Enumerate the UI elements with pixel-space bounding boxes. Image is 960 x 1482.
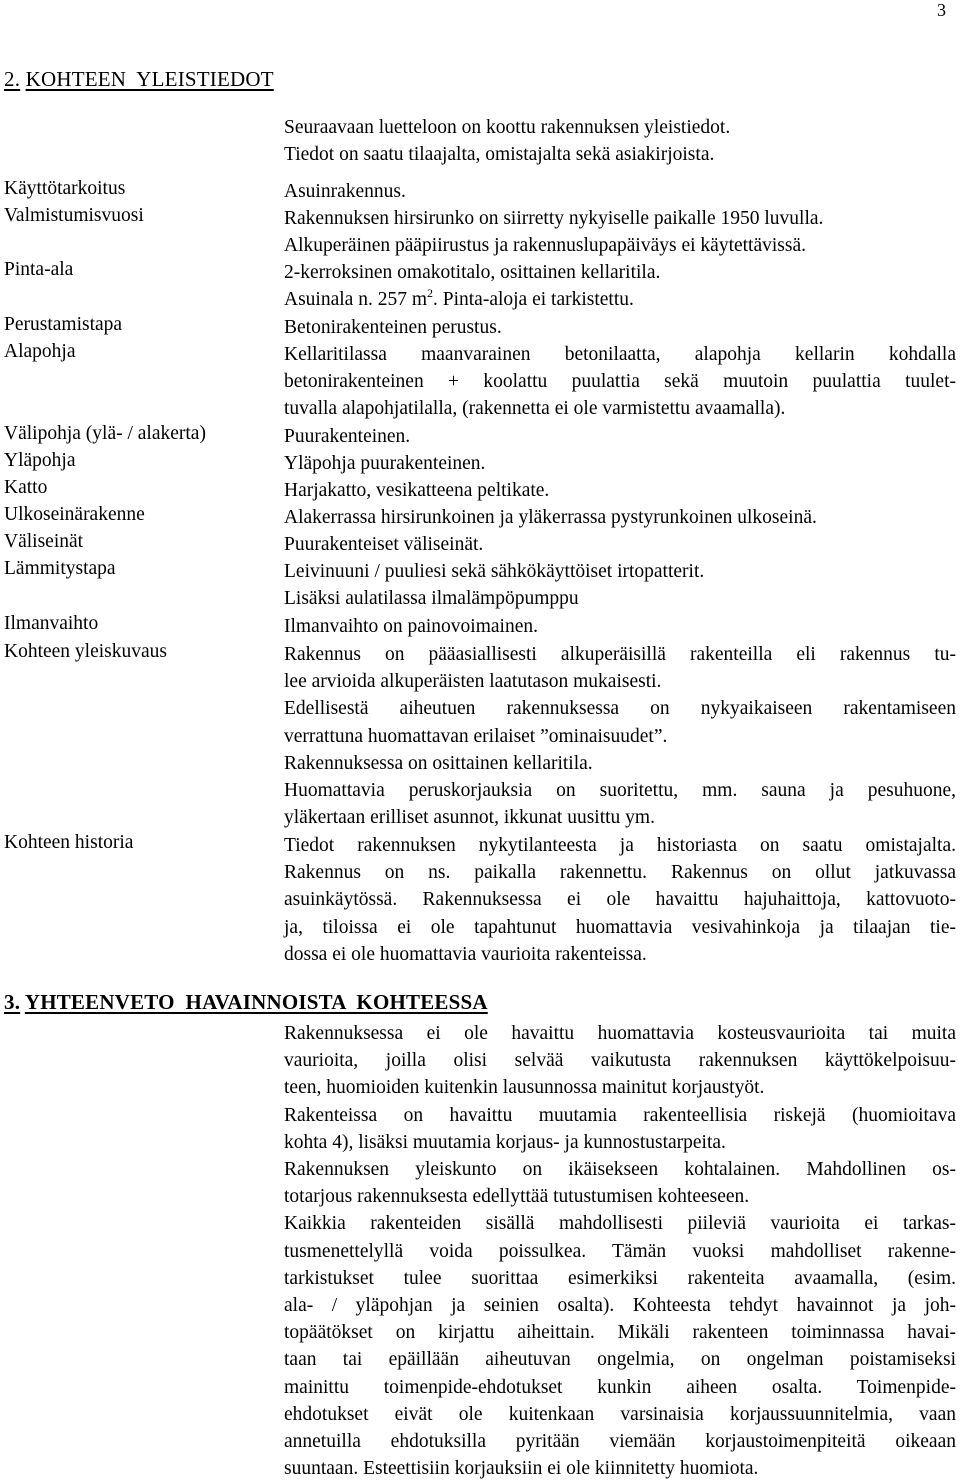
row-text: Lisäksi aulatilassa ilmalämpöpumppu (284, 588, 579, 610)
row-text: tuvalla alapohjatilalla, (rakennetta ei ole varmistettu avaamalla). (284, 398, 786, 420)
intro-line: Tiedot on saatu tilaajalta, omistajalta sekä asiakirjoista. (284, 144, 715, 166)
section-3-summary (284, 1020, 956, 1482)
row-text: verrattuna huomattavan erilaiset ”ominaisuudet”. (284, 725, 668, 747)
superscript-2: 2 (426, 286, 433, 301)
row-text: Rakennus on pääasiallisesti alkuperäisillä rakenteilla eli rakennus tu- (284, 644, 956, 665)
row-text: dossa ei ole huomattavia vaurioita rakenteissa. (284, 943, 647, 965)
section-2-title: KOHTEEN YLEISTIEDOT (25, 67, 274, 91)
page-number: 3 (937, 0, 946, 20)
row-text: Betonirakenteinen perustus. (284, 317, 502, 338)
row-text: Asuinrakennus. (284, 181, 406, 202)
row-text: Yläpohja puurakenteinen. (284, 453, 486, 474)
row-term: Kohteen historia (4, 832, 134, 853)
summary-line: vaurioita, joilla olisi selvää vaikutusta rakennuksen käyttökelpoisuu- (284, 1050, 956, 1072)
area-text: Asuinala n. 257 m (284, 289, 427, 311)
row-term: Lämmitystapa (4, 558, 116, 579)
summary-line: kohta 4), lisäksi muutamia korjaus- ja kunnostustarpeita. (284, 1131, 726, 1153)
row-term: Kohteen yleiskuvaus (4, 641, 168, 662)
row-term: Alapohja (4, 341, 76, 362)
section-3-heading (4, 990, 488, 1015)
term-main: Välipohja (4, 423, 81, 444)
row-term: Käyttötarkoitus (4, 178, 126, 199)
row-text: Alkuperäinen pääpiirustus ja rakennuslupapäiväys ei käytettävissä. (284, 235, 807, 257)
section-2-intro (284, 114, 956, 168)
row-text: Puurakenteiset väliseinät. (284, 534, 484, 555)
summary-line: Rakennuksessa ei ole havaittu huomattavia kosteusvaurioita tai muita (284, 1023, 956, 1044)
area-note: . Pinta-aloja ei tarkistettu. (432, 289, 634, 311)
summary-line: teen, huomioiden kuitenkin lausunnossa mainitut korjaustyöt. (284, 1077, 765, 1099)
row-term: Ilmanvaihto (4, 613, 99, 634)
row-text: ja, tiloissa ei ole tapahtunut huomattavia vesivahinkoja ja tilaajan tie- (284, 916, 956, 938)
summary-line: tarkistukset tulee suorittaa esimerkiksi rakenteita avaamalla, (esim. (284, 1267, 956, 1289)
summary-line: tusmenettelyllä voida poissulkea. Tämän vuoksi mahdolliset rakenne- (284, 1240, 956, 1262)
row-term: Katto (4, 477, 48, 498)
row-text: Edellisestä aiheutuen rakennuksessa on nykyaikaiseen rakentamiseen (284, 698, 956, 720)
row-term: Väliseinät (4, 531, 84, 552)
row-text: betonirakenteinen + koolattu puulattia sekä muutoin puulattia tuulet- (284, 371, 956, 393)
row-text: Ilmanvaihto on painovoimainen. (284, 616, 538, 637)
row-text: asuinkäytössä. Rakennuksessa ei ole havaittu hajuhaittoja, kattovuoto- (284, 889, 956, 911)
summary-line: Rakennuksen yleiskunto on ikäisekseen kohtalainen. Mahdollinen os- (284, 1159, 956, 1181)
row-text: lee arvioida alkuperäisten laatutason mukaisesti. (284, 671, 662, 693)
row-text: Rakennuksessa on osittainen kellaritila. (284, 752, 593, 774)
summary-line: Rakenteissa on havaittu muutamia rakenteellisia riskejä (huomioitava (284, 1104, 956, 1126)
row-text: Rakennus on ns. paikalla rakennettu. Rakennus on ollut jatkuvassa (284, 862, 956, 884)
section-3-title: YHTEENVETO HAVAINNOISTA KOHTEESSA (24, 990, 488, 1014)
row-text: Rakennuksen hirsirunko on siirretty nykyiselle paikalle 1950 luvulla. (284, 208, 824, 229)
row-text: Harjakatto, vesikatteena peltikate. (284, 480, 550, 501)
section-2-heading (4, 67, 274, 92)
row-term: Valmistumisvuosi (4, 205, 144, 226)
row-text: Leivinuuni / puuliesi sekä sähkökäyttöiset irtopatterit. (284, 561, 705, 582)
row-text: Tiedot rakennuksen nykytilanteesta ja historiasta on saatu omistajalta. (284, 835, 956, 856)
summary-line: ala- / yläpohjan ja seinien osalta). Kohteesta tehdyt havainnot ja joh- (284, 1295, 956, 1317)
summary-line: mainittu toimenpide-ehdotukset kunkin aiheen osalta. Toimenpide- (284, 1376, 956, 1398)
row-text: Kellaritilassa maanvarainen betonilaatta, alapohja kellarin kohdalla (284, 344, 956, 365)
summary-line: suuntaan. Esteettisiin korjauksiin ei ole kiinnitetty huomiota. (284, 1458, 759, 1480)
section-3-number: 3. (4, 990, 21, 1014)
row-text: Huomattavia peruskorjauksia on suoritettu, mm. sauna ja pesuhuone, (284, 780, 956, 802)
summary-line: ehdotukset eivät ole kuitenkaan varsinaisia korjaussuunnitelmia, vaan (284, 1403, 956, 1425)
summary-line: annetuilla ehdotuksilla pyritään viemään korjaustoimenpiteitä oikeaan (284, 1431, 956, 1453)
summary-line: topäätökset on kirjattu aiheittain. Mikäli rakenteen toiminnassa havai- (284, 1322, 956, 1344)
row-text (284, 286, 956, 313)
row-term: Yläpohja (4, 450, 76, 471)
summary-line: Kaikkia rakenteiden sisällä mahdollisesti piileviä vaurioita ei tarkas- (284, 1213, 956, 1235)
row-text: Puurakenteinen. (284, 426, 411, 447)
row-term: Ulkoseinärakenne (4, 504, 145, 525)
term-sub: (ylä- / alakerta) (80, 423, 206, 444)
row-term: Perustamistapa (4, 314, 123, 335)
row-text: Alakerrassa hirsirunkoinen ja yläkerrassa pystyrunkoinen ulkoseinä. (284, 507, 817, 528)
row-text: yläkertaan erilliset asunnot, ikkunat uusittu ym. (284, 807, 655, 829)
summary-line: totarjous rakennuksesta edellyttää tutustumisen kohteeseen. (284, 1186, 750, 1208)
row-term (4, 423, 206, 445)
row-term: Pinta-ala (4, 259, 74, 280)
intro-line: Seuraavaan luetteloon on koottu rakennuksen yleistiedot. (284, 117, 731, 138)
summary-line: taan tai epäillään aiheutuvan ongelmia, on ongelman poistamiseksi (284, 1349, 956, 1371)
section-2-number: 2. (4, 67, 21, 91)
row-text: 2-kerroksinen omakotitalo, osittainen kellaritila. (284, 262, 661, 283)
